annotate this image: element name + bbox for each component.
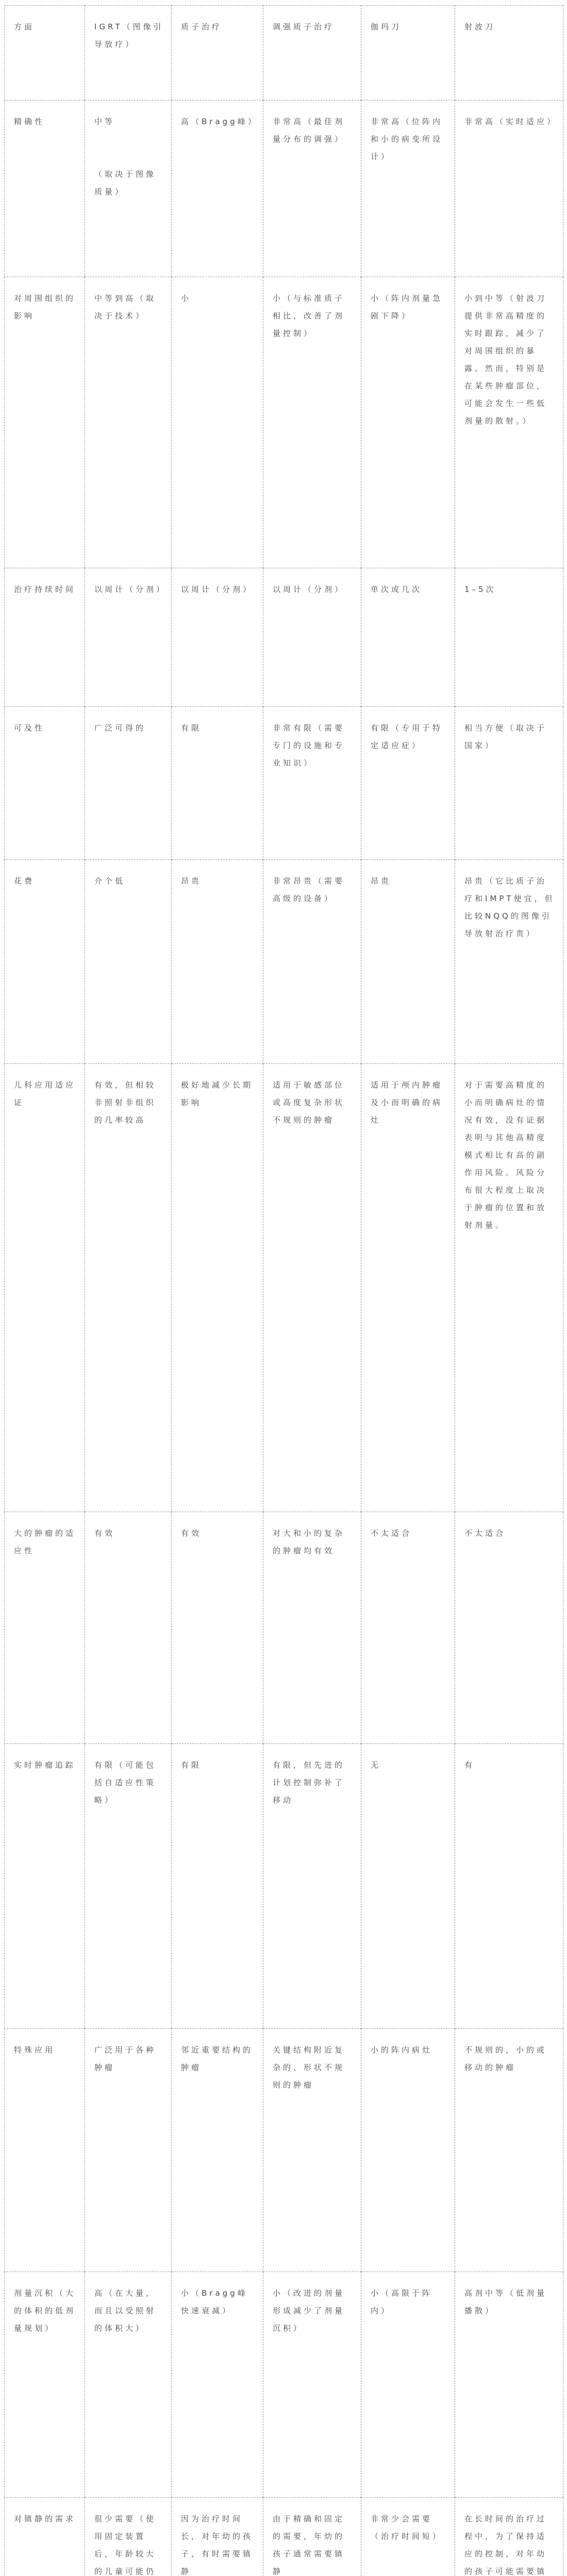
table-row-precision (5, 100, 563, 277)
table-cell: 有限（专用于特定适应症） (361, 707, 455, 860)
row-label: 儿科应用适应证 (5, 1064, 85, 1512)
table-cell: 不太适合 (361, 1512, 455, 1744)
table-cell: 小（阵内剂量急剧下降） (361, 277, 455, 568)
table-cell: 有 (455, 1744, 563, 2029)
table-cell: 以周计（分剂） (85, 568, 172, 707)
row-label: 治疗持续时间 (5, 568, 85, 707)
table-row-availability (5, 707, 563, 860)
table-cell: 非常少会需要（治疗时间短） (361, 2498, 455, 2576)
table-row-dose-limit (5, 2272, 563, 2498)
table-cell: 很少需要（使用固定装置后，年龄较大的儿童可能仍 (85, 2498, 172, 2576)
table-cell: 有限 (172, 1744, 263, 2029)
table-cell: 邻近重要结构的肿瘤 (172, 2029, 263, 2272)
table-cell: 非常昂贵（需要高级的设备） (263, 860, 361, 1064)
table-cell: 昂贵 (361, 860, 455, 1064)
table-cell: 小（高限于阵内） (361, 2272, 455, 2498)
header-cell-cyberknife: 射波刀 (455, 6, 563, 100)
table-cell: 对于需要高精度的小而明确病灶的情况有效，没有证据表明与其他高精度模式相比有高的副作用风险。风险分布很大程度上取决于肿瘤的位置和放射剂量。 (455, 1064, 563, 1512)
table-cell: 由于精确和固定的需要，年幼的孩子通常需要镇静 (263, 2498, 361, 2576)
table-cell: 小（与标准质子相比，改善了剂量控制） (263, 277, 361, 568)
table-cell: 不规则的，小的或移动的肿瘤 (455, 2029, 563, 2272)
table-row-sedation (5, 2498, 563, 2576)
table-cell: 不太适合 (455, 1512, 563, 1744)
table-cell: 有限（可能包括自适应性策略） (85, 1744, 172, 2029)
table-cell: 相当方便（取决于国家） (455, 707, 563, 860)
table-cell: 非常高（最佳剂量分布的调强） (263, 100, 361, 277)
comparison-table (4, 5, 563, 2576)
header-cell-aspect: 方面 (5, 6, 85, 100)
table-row-normal-tissue (5, 277, 563, 568)
table-cell: 极好地减少长期影响 (172, 1064, 263, 1512)
table-cell: 有限，但先进的计划控制弥补了移动 (263, 1744, 361, 2029)
table-cell: 适用于颅内肿瘤及小而明确的病灶 (361, 1064, 455, 1512)
table-cell: 高（Bragg峰） (172, 100, 263, 277)
table-cell: 介个低 (85, 860, 172, 1064)
table-cell: 有效 (85, 1512, 172, 1744)
row-label: 大的肿瘤的适应性 (5, 1512, 85, 1744)
table-cell: 小（改进的剂量形成减少了剂量沉积） (263, 2272, 361, 2498)
header-cell-proton: 质子治疗 (172, 6, 263, 100)
table-cell: 非常有限（需要专门的设施和专业知识） (263, 707, 361, 860)
table-row-duration (5, 568, 563, 707)
header-cell-gamma-knife: 伽玛刀 (361, 6, 455, 100)
table-row-special (5, 2029, 563, 2272)
table-cell: 小到中等（射波刀提供非常高精度的实时跟踪，减少了对周围组织的暴露。然而，特别是在某些肿瘤部位，可能会发生一些低剂量的散射。） (455, 277, 563, 568)
row-label: 可及性 (5, 707, 85, 860)
table-cell: 有效，但相较非照射非组织的几率较高 (85, 1064, 172, 1512)
table-cell: 1–5次 (455, 568, 563, 707)
table-cell: 有限 (172, 707, 263, 860)
table-cell: 广泛可得的 (85, 707, 172, 860)
table-cell: 小的阵内病灶 (361, 2029, 455, 2272)
table-cell: 以周计（分剂） (172, 568, 263, 707)
header-cell-impt: 调强质子治疗 (263, 6, 361, 100)
table-cell: 因为治疗时间长，对年幼的孩子，有时需要镇静 (172, 2498, 263, 2576)
table-cell: 非常高（位阵内和小的病变所设计） (361, 100, 455, 277)
table-cell: 高（在大量，而且以受照射的体积大） (85, 2272, 172, 2498)
row-label: 对镇静的需求 (5, 2498, 85, 2576)
table-cell: 单次或几次 (361, 568, 455, 707)
row-label: 对周围组织的影响 (5, 277, 85, 568)
header-row (5, 6, 563, 100)
table-cell: 小 (172, 277, 263, 568)
table-row-cost (5, 860, 563, 1064)
table-cell: 无 (361, 1744, 455, 2029)
table-cell: 以周计（分剂） (263, 568, 361, 707)
row-label: 精确性 (5, 100, 85, 277)
row-label: 实时肿瘤追踪 (5, 1744, 85, 2029)
table-cell: 非常高（实时适应） (455, 100, 563, 277)
table-cell: 高剂中等（低剂量播散） (455, 2272, 563, 2498)
table-cell: 昂贵 (172, 860, 263, 1064)
table-cell: 小（Bragg峰快速衰减） (172, 2272, 263, 2498)
table-row-realtime (5, 1744, 563, 2029)
table-cell: 有效 (172, 1512, 263, 1744)
row-label: 花费 (5, 860, 85, 1064)
header-cell-igrt: IGRT（图像引导放疗） (85, 6, 172, 100)
table-cell: 昂贵（它比质子治疗和IMPT便宜，但比较NQQ的图像引导放射治疗贵） (455, 860, 563, 1064)
table-cell: 中等到高（取决于技术） (85, 277, 172, 568)
table-cell: 广泛用于各种肿瘤 (85, 2029, 172, 2272)
row-label: 特殊应用 (5, 2029, 85, 2272)
table-cell: 中等 （取决于图像质量） (85, 100, 172, 277)
table-row-large-tumor (5, 1512, 563, 1744)
table-cell: 在长时间的治疗过程中，为了保持适应的控制，对年幼的孩子可能需要镇 (455, 2498, 563, 2576)
row-label: 剂量沉积（大的体积的低剂量规划） (5, 2272, 85, 2498)
table-cell: 适用于敏感部位或高度复杂形状不规则的肿瘤 (263, 1064, 361, 1512)
table-cell: 关键结构附近复杂的、形状不规则的肿瘤 (263, 2029, 361, 2272)
table-row-pediatric (5, 1064, 563, 1512)
table-cell: 对大和小的复杂的肿瘤均有效 (263, 1512, 361, 1744)
